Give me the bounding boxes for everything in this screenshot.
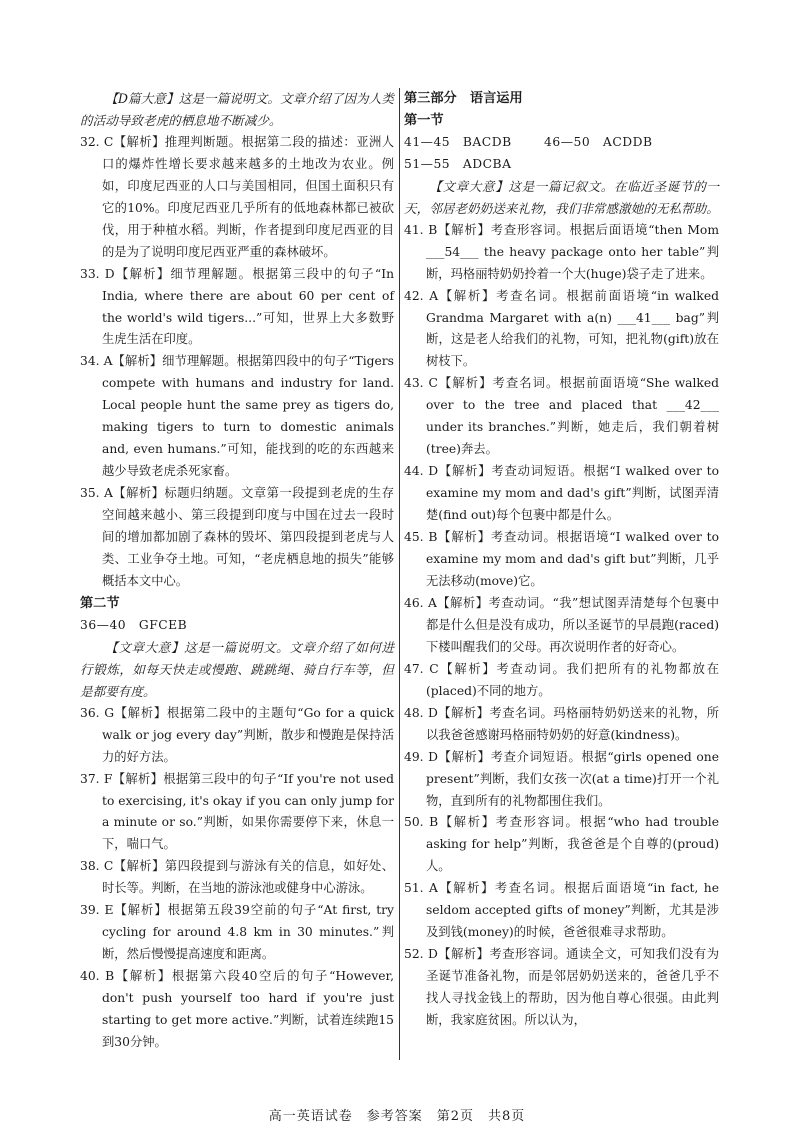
answer-item-34: 34. A【解析】细节理解题。根据第四段中的句子“Tigers compete with humans and industry for land. Local people hunt the same prey as tigers do, making tigers to turn to domestic animals and, even humans.”可知，能找到的吃的东西越来越少导致老虎杀死家畜。 xyxy=(80,354,394,479)
answer-item-38: 38. C【解析】第四段提到与游泳有关的信息，如好处、时长等。判断，在当地的游泳池或健身中心游泳。 xyxy=(80,859,394,896)
answers-41-45: 41—45 BACDB xyxy=(404,134,512,149)
answer-item-39: 39. E【解析】根据第五段39空前的句子“At first, try cycling for around 4.8 km in 30 minutes.”判断，然后慢慢提高速度和距离。 xyxy=(80,903,394,962)
answer-item-37: 37. F【解析】根据第三段中的句子“If you're not used to exercising, it's okay if you can only jump for a minute or so.”判断，如果你需要停下来，休息一下，喘口气。 xyxy=(80,771,394,852)
answers-46-50: 46—50 ACDDB xyxy=(544,134,653,149)
answer-item-33: 33. D【解析】细节理解题。根据第三段中的句子“In India, where there are about 60 per cent of the world's wild tigers...”可知，世界上大多数野生虎生活在印度。 xyxy=(80,266,394,347)
page-footer: 高一英语试卷 参考答案 第2页 共8页 xyxy=(268,1109,526,1124)
d-passage-summary: 【D篇大意】这是一篇说明文。文章介绍了因为人类的活动导致老虎的栖息地不断减少。 xyxy=(80,91,394,128)
answer-item-52: 52. D【解析】考查形容词。通读全文，可知我们没有为圣诞节准备礼物，而是邻居奶奶送来的，爸爸几乎不找人寻找金钱上的帮助，因为他自尊心很强。由此判断，我家庭贫困。所以认为， xyxy=(404,947,719,1028)
answer-item-50: 50. B【解析】考查形容词。根据“who had trouble asking for help”判断，我爸爸是个自尊的(proud)人。 xyxy=(404,815,719,874)
left-column xyxy=(80,88,394,1054)
section-2-title: 第二节 xyxy=(80,595,120,611)
answer-item-32: 32. C【解析】推理判断题。根据第二段的描述：亚洲人口的爆炸性增长要求越来越多的土地改为农业。例如，印度尼西亚的人口与美国相同，但国土面积只有它的10%。印度尼西亚几乎所有的低地森林都已被砍伐，用于种植水稻。判断，作者提到印度尼西亚的目的是为了说明印度尼西亚严重的森林破坏。 xyxy=(80,134,394,259)
answer-item-43: 43. C【解析】考查名词。根据前面语境“She walked over to the tree and placed that ___42___ under its branches.”判断，她走后，我们朝着树(tree)奔去。 xyxy=(404,376,719,457)
answer-item-36: 36. G【解析】根据第二段中的主题句“Go for a quick walk or jog every day”判断，散步和慢跑是保持活力的好方法。 xyxy=(80,705,394,764)
answer-item-44: 44. D【解析】考查动词短语。根据“I walked over to examine my mom and dad's gift”判断，试图弄清楚(find out)每个包裹中都是什么。 xyxy=(404,464,719,523)
section-2-summary: 【文章大意】这是一篇说明文。文章介绍了如何进行锻炼，如每天快走或慢跑、跳跳绳、骑自行车等，但是都要有度。 xyxy=(80,639,394,699)
passage-summary: 【文章大意】这是一篇记叙文。在临近圣诞节的一天，邻居老奶奶送来礼物，我们非常感激她的无私帮助。 xyxy=(404,178,719,216)
answer-item-48: 48. D【解析】考查名词。玛格丽特奶奶送来的礼物，所以我爸爸感谢玛格丽特奶奶的好意(kindness)。 xyxy=(404,705,719,742)
answer-item-40: 40. B【解析】根据第六段40空后的句子“However, don't push yourself too hard if you're just starting to get more active.”判断，试着连续跑15到30分钟。 xyxy=(80,969,394,1049)
answer-item-42: 42. A【解析】考查名词。根据前面语境“in walked Grandma Margaret with a(n) ___41___ bag”判断，这是老人给我们的礼物，可知，把礼物(gift)放在树枝下。 xyxy=(404,288,719,369)
answer-item-45: 45. B【解析】考查动词。根据语境“I walked over to examine my mom and dad's gift but”判断，几乎无法移动(move)它。 xyxy=(404,530,719,588)
answers-51-55: 51—55 ADCBA xyxy=(404,156,512,171)
right-column xyxy=(404,88,719,1032)
answer-item-41: 41. B【解析】考查形容词。根据后面语境“then Mom ___54___ the heavy package onto her table”判断，玛格丽特奶奶拎着一个大(huge)袋子走了进来。 xyxy=(404,222,719,281)
answer-item-49: 49. D【解析】考查介词短语。根据“girls opened one present”判断，我们女孩一次(at a time)打开一个礼物，直到所有的礼物都围住我们。 xyxy=(404,749,719,808)
part-3-title: 第三部分 语言运用 xyxy=(404,91,523,106)
column-divider xyxy=(399,88,400,1060)
answer-item-51: 51. A【解析】考查名词。根据后面语境“in fact, he seldom accepted gifts of money”判断，尤其是涉及到钱(money)的时候，爸爸很难寻求帮助。 xyxy=(404,881,719,940)
answer-item-35: 35. A【解析】标题归纳题。文章第一段提到老虎的生存空间越来越小、第三段提到印度与中国在过去一段时间的增加都加剧了森林的毁坏、第四段提到老虎与人类、工业争夺土地。可知，“老虎栖息地的损失”能够概括本文中心。 xyxy=(80,486,394,588)
section-1-title: 第一节 xyxy=(404,112,444,128)
answer-item-47: 47. C【解析】考查动词。我们把所有的礼物都放在(placed)不同的地方。 xyxy=(404,661,719,698)
answer-row-2 xyxy=(404,154,719,176)
section-2-answers: 36—40 GFCEB xyxy=(80,617,188,632)
answer-item-46: 46. A【解析】考查动词。“我”想试图弄清楚每个包裹中都是什么但是没有成功，所以圣诞节的早晨跑(raced)下楼叫醒我们的父母。再次说明作者的好奇心。 xyxy=(404,595,719,654)
answer-row-1 xyxy=(404,132,719,154)
